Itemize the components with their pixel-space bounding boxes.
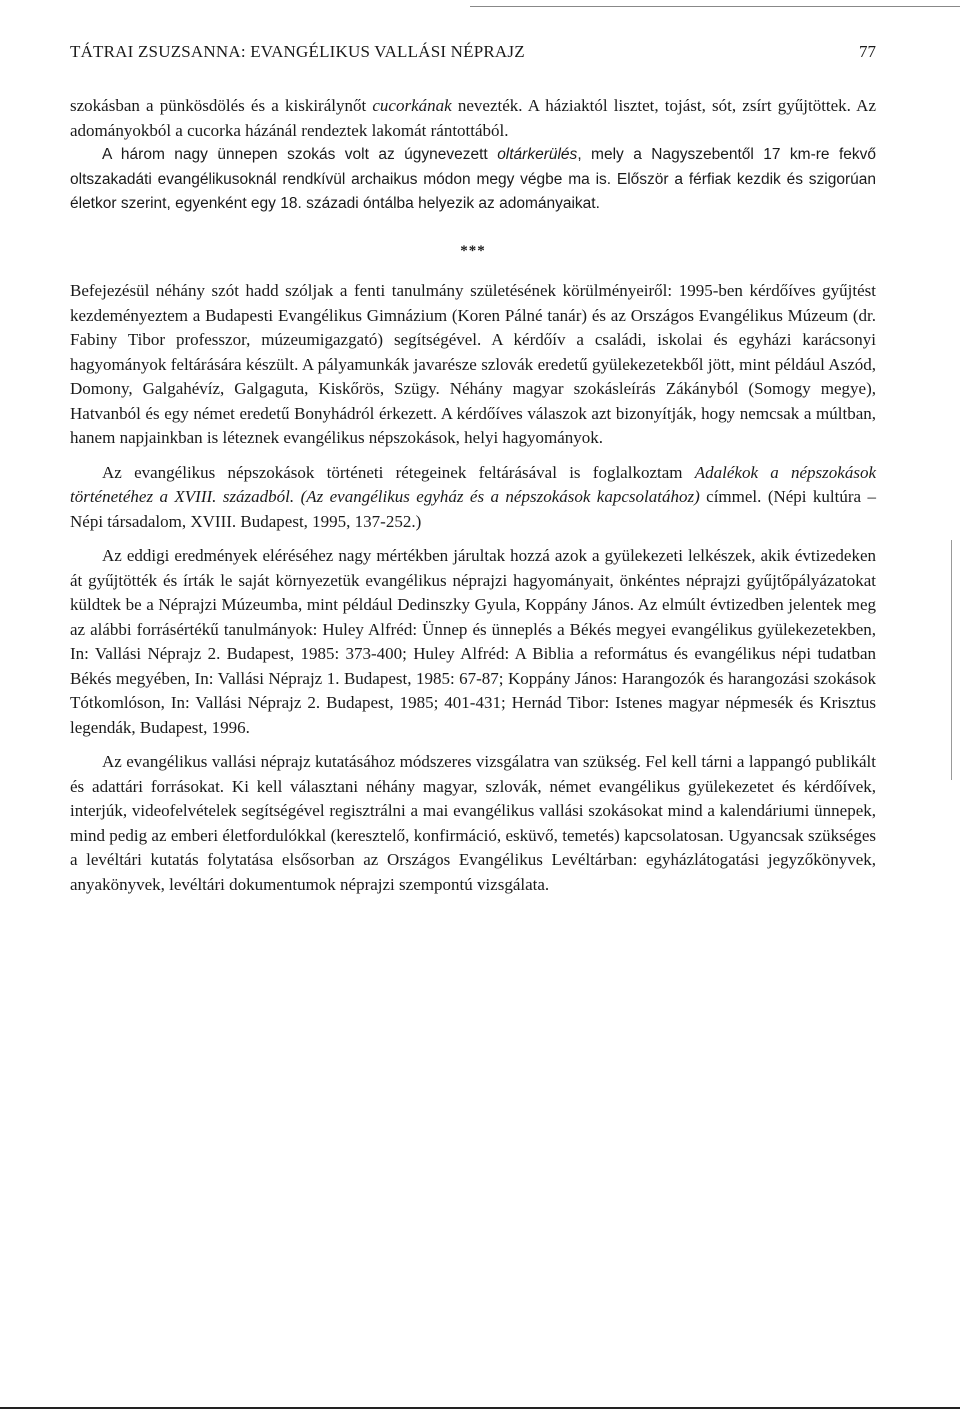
scan-edge-bottom <box>0 1407 960 1409</box>
paragraph-4: Az evangélikus népszokások történeti rétegeinek feltárásával is foglalkoztam Adalékok a népszokások történetéhez a XVIII. századból. (Az evangélikus egyház és a népszokások kapcsolatához) címmel. (Népi kultúra – Népi társadalom, XVIII. Budapest, 1995, 137-252.) <box>70 462 877 531</box>
italic-term: cucorkának <box>372 96 452 115</box>
scan-margin-mark <box>951 540 952 780</box>
page-number: 77 <box>859 42 876 61</box>
paragraph-2: A három nagy ünnepen szokás volt az úgynevezett oltárkerülés, mely a Nagyszebentől 17 km-re fekvő oltszakadáti evangélikusoknál rendkívül archaikus módon megy végbe ma is. Először a férfiak kezdik és szigorúan életkor szerint, egyenként egy 18. századi óntálba helyezik az adományaikat. <box>70 146 877 212</box>
paragraph-1: szokásban a pünkösdölés és a kiskirálynőt cucorkának nevezték. A háziaktól lisztet, tojást, sót, zsírt gyűjtöttek. Az adományokból a cucorka házánál rendeztek lakomát rántottából. <box>70 96 876 140</box>
running-title: TÁTRAI ZSUZSANNA: EVANGÉLIKUS VALLÁSI NÉPRAJZ <box>70 42 525 61</box>
running-header <box>70 42 876 66</box>
italic-term: oltárkerülés <box>497 146 578 163</box>
paragraph-5: Az eddigi eredmények eléréséhez nagy mértékben járultak hozzá azok a gyülekezeti lelkészek, akik évtizedeken át gyűjtötték és írták le saját környezetük evangélikus néprajzi hagyományait, önkéntes néprajzi gyűjtőpályázatokat küldtek be a Néprajzi Múzeumba, mint például Dedinszky Gyula, Koppány János. Az elmúlt évtizedben jelentek meg az alábbi forrásértékű tanulmányok: Huley Alfréd: Ünnep és ünneplés a Békés megyei evangélikus gyülekezetekben, In: Vallási Néprajz 2. Budapest, 1985: 373-400; Huley Alfréd: A Biblia a református és evangélikus népi tudatban Békés megyében, In: Vallási Néprajz 1. Budapest, 1985: 67-87; Koppány János: Harangozók és harangozási szokások Tótkomlóson, In: Vallási Néprajz 2. Budapest, 1985; 401-431; Hernád Tibor: Istenes magyar népmesék és Krisztus legendák, Budapest, 1996. <box>70 546 876 737</box>
italic-citation: Adalékok a népszokások történetéhez a XVIII. századból. (Az evangélikus egyház és a népszokások kapcsolatához) <box>70 462 876 506</box>
section-separator: *** <box>460 242 486 259</box>
page-body <box>70 94 876 897</box>
paragraph-6: Az evangélikus vallási néprajz kutatásához módszeres vizsgálatra van szükség. Fel kell tárni a lappangó publikált és adattári forrásokat. Ki kell választani néhány magyar, szlovák, német evangélikus gyülekezetet és kérdőívek, interjúk, videofelvételek segítségével regisztrálni a mai evangélikus vallási szokásokat mind a kalendáriumi ünnepek, mind pedig az emberi életfordulókkal (keresztelő, konfirmáció, esküvő, temetés) kapcsolatosan. Ugyancsak szükséges a levéltári kutatás folytatása elsősorban az Országos Evangélikus Levéltárban: egyházlátogatási jegyzőkönyvek, anyakönyvek, levéltári dokumentumok néprajzi szempontú vizsgálata. <box>70 752 876 894</box>
scan-edge-top <box>470 6 960 7</box>
paragraph-3: Befejezésül néhány szót hadd szóljak a fenti tanulmány születésének körülményeiről: 1995-ben kérdőíves gyűjtést kezdeményeztem a Budapesti Evangélikus Gimnázium (Koren Pálné tanár) és az Országos Evangélikus Múzeum (dr. Fabiny Tibor professzor, múzeumigazgató) segítségével. A kérdőív a családi, iskolai és egyházi karácsonyi hagyományok feltárására készült. A pályamunkák javarésze szlovák eredetű gyülekezetekből jött, mint például Aszód, Domony, Galgahévíz, Galgaguta, Kiskőrös, Szügy. Néhány magyar szokásleírás Zákányból (Somogy megye), Hatvanból és egy német eredetű Bonyhádról érkezett. A kérdőíves válaszok azt bizonyítják, hogy nemcsak a múltban, hanem napjainkban is léteznek evangélikus népszokások, helyi hagyományok. <box>70 281 876 447</box>
